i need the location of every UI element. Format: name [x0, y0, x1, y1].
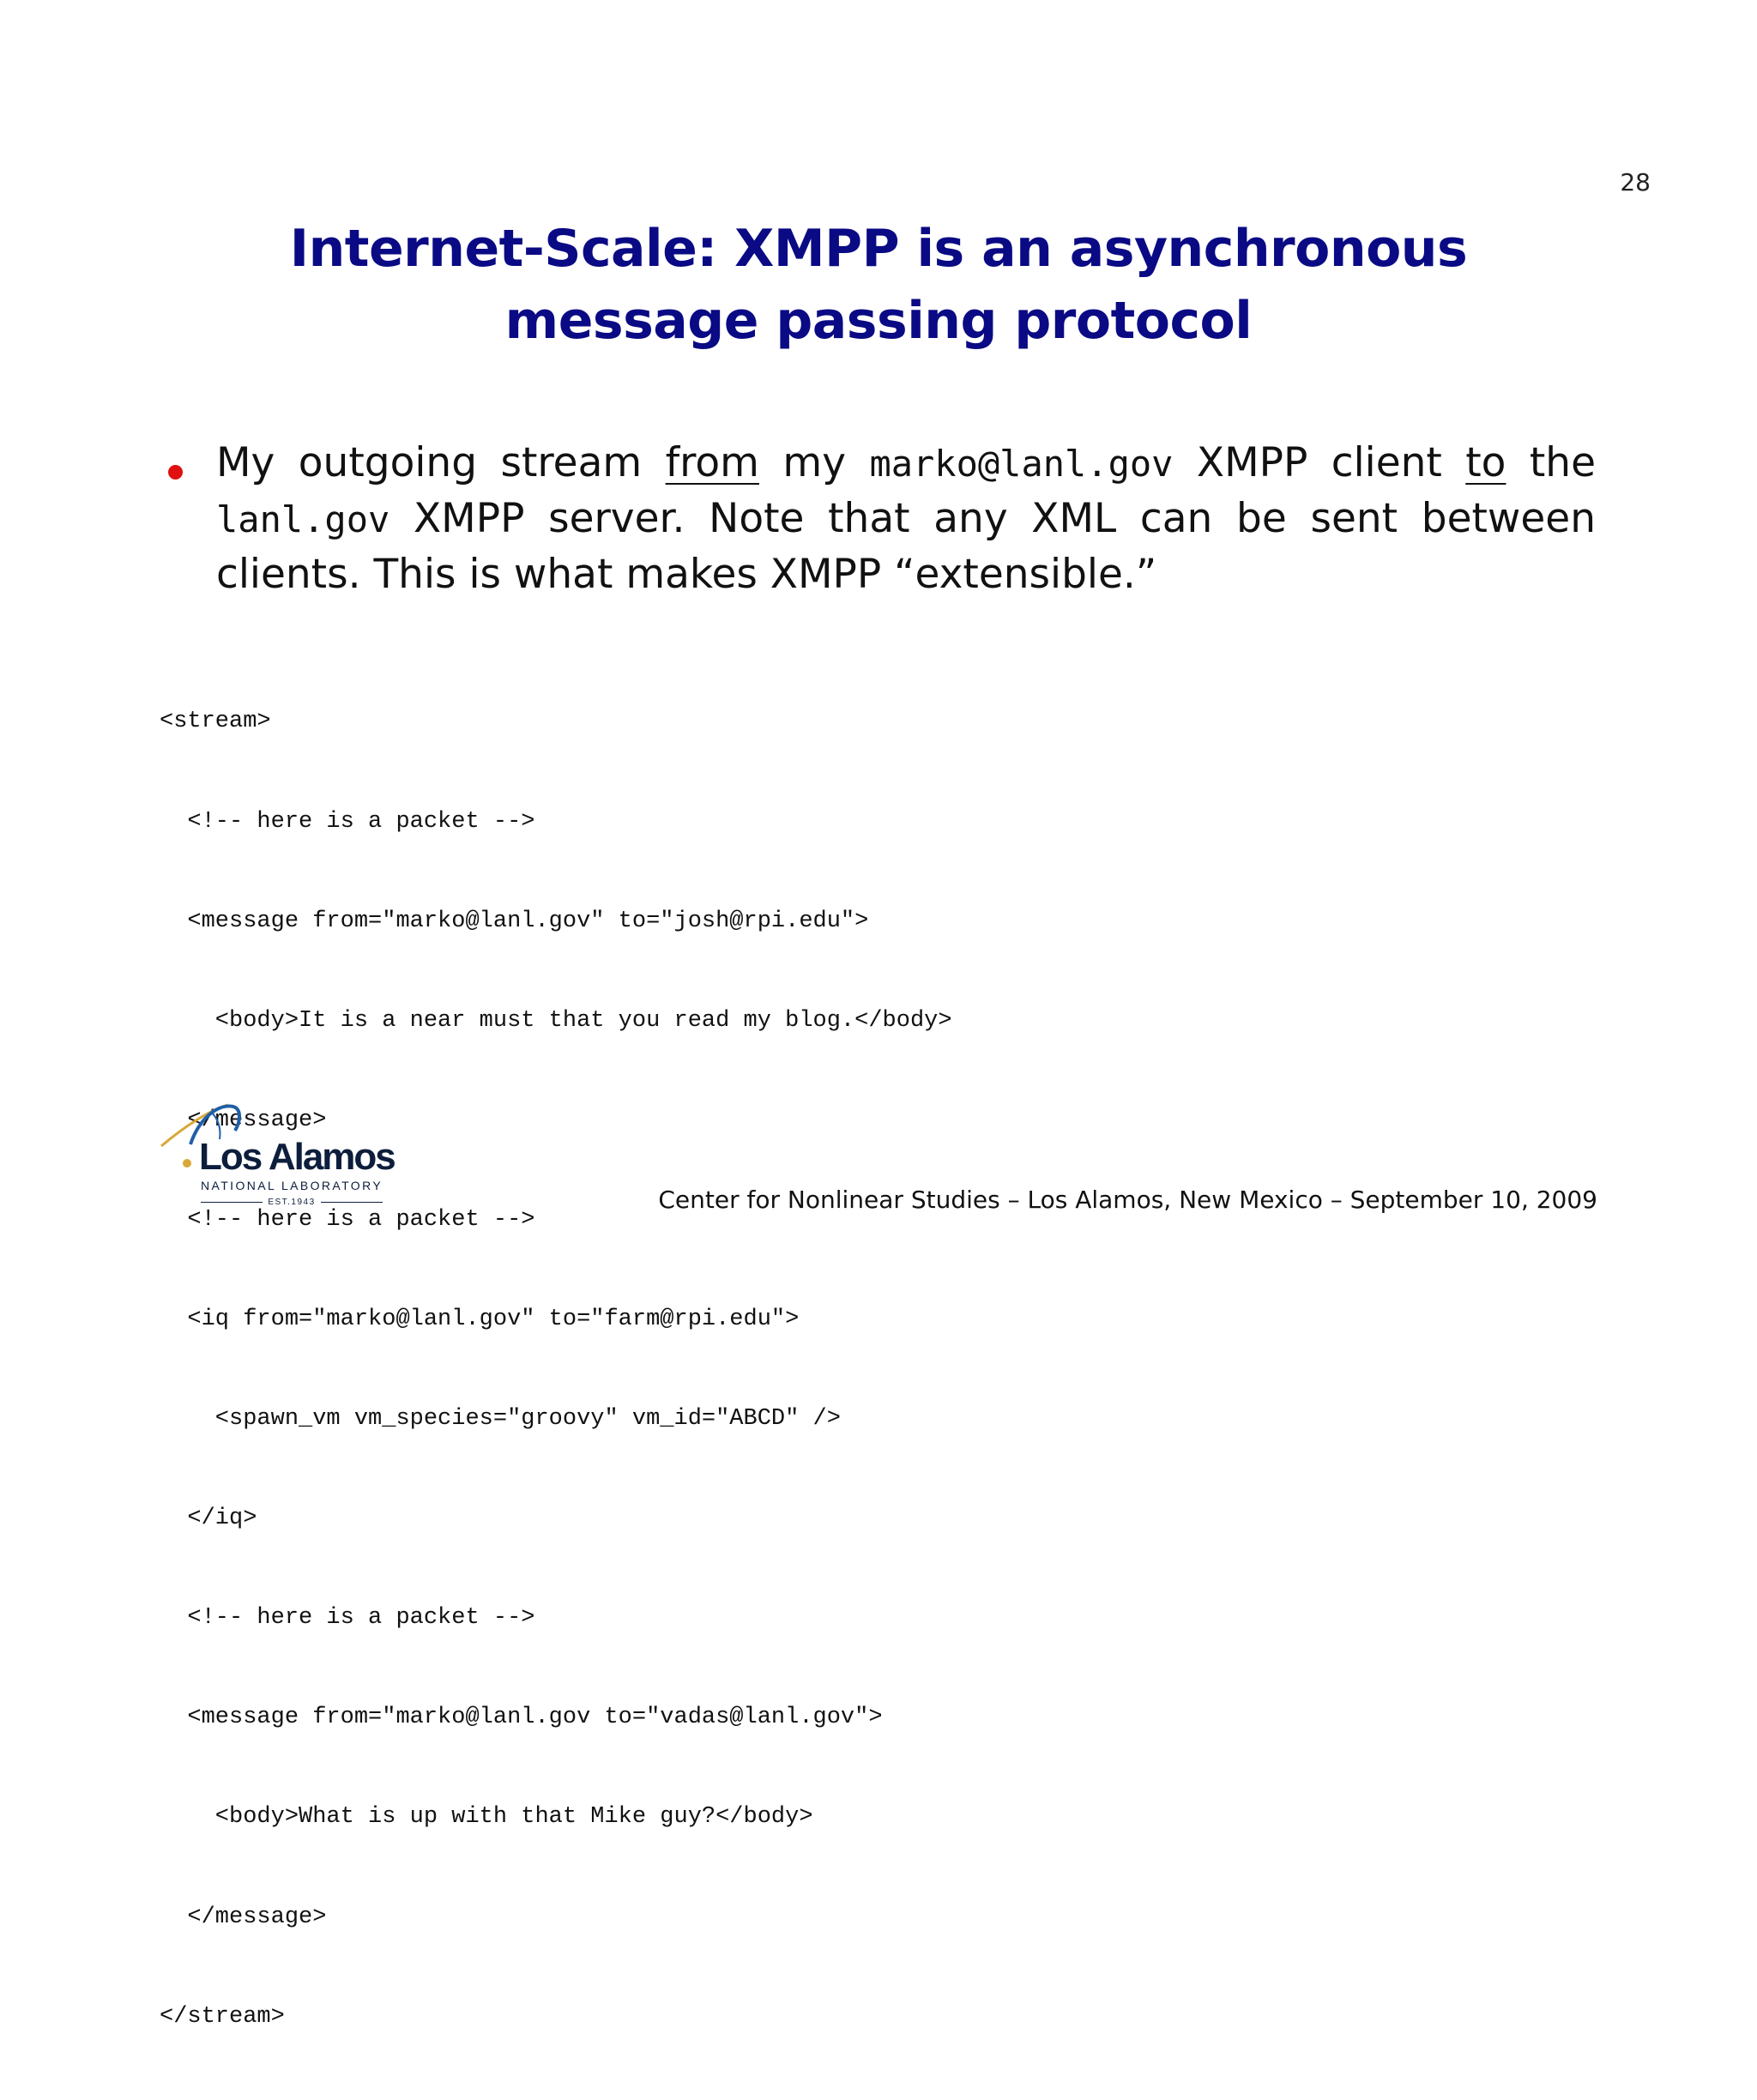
- slide-title-line-1: Internet-Scale: XMPP is an asynchronous: [289, 219, 1468, 279]
- code-line: </message>: [160, 1904, 327, 1930]
- los-alamos-logo: [158, 1101, 398, 1213]
- code-line: <message from="marko@lanl.gov to="vadas@lanl.gov">: [160, 1705, 883, 1731]
- code-line: <body>It is a near must that you read my blog.</body>: [160, 1007, 952, 1034]
- code-line: </message>: [160, 1107, 327, 1133]
- footer: Center for Nonlinear Studies – Los Alamos, New Mexico – September 10, 2009: [658, 1186, 1597, 1214]
- code-line: <body>What is up with that Mike guy?</body>: [160, 1804, 813, 1831]
- page-number: 28: [1620, 168, 1651, 196]
- bullet-text: [216, 436, 1596, 602]
- logo-est: [201, 1198, 383, 1207]
- code-line: <!-- here is a packet -->: [160, 1605, 535, 1632]
- slide-title: [0, 213, 1757, 357]
- bullet-text-part: My outgoing stream: [216, 439, 666, 486]
- bullet-dot-icon: [168, 465, 183, 480]
- client-address: marko@lanl.gov: [869, 443, 1174, 485]
- bullet-text-part: XMPP server. Note that any XML can be sent between clients. This is what makes XMPP “extensible.”: [216, 495, 1596, 598]
- underlined-from: from: [665, 439, 759, 486]
- code-line: <spawn_vm vm_species="groovy" vm_id="ABCD" />: [160, 1406, 841, 1433]
- code-line: <!-- here is a packet -->: [160, 808, 535, 835]
- logo-rule-right: [321, 1202, 383, 1203]
- code-line: </iq>: [160, 1506, 257, 1532]
- code-line: <stream>: [160, 709, 271, 735]
- bullet-text-part: the: [1506, 439, 1596, 486]
- logo-est-text: EST.1943: [268, 1198, 316, 1207]
- code-line: <message from="marko@lanl.gov" to="josh@rpi.edu">: [160, 908, 869, 934]
- xml-code-block: [160, 639, 952, 2100]
- underlined-to: to: [1465, 439, 1506, 486]
- server-address: lanl.gov: [216, 498, 390, 540]
- logo-subtitle: NATIONAL LABORATORY: [201, 1179, 383, 1192]
- code-line: <iq from="marko@lanl.gov" to="farm@rpi.edu">: [160, 1306, 800, 1332]
- bullet-text-part: my: [758, 439, 870, 486]
- bullet-text-part: XMPP client: [1173, 439, 1466, 486]
- bullet-item: [168, 436, 1596, 602]
- code-line: </stream>: [160, 2003, 285, 2030]
- code-line: <!-- here is a packet -->: [160, 1206, 535, 1233]
- slide-title-line-2: message passing protocol: [504, 291, 1253, 351]
- logo-rule-left: [201, 1202, 263, 1203]
- logo-name: Los Alamos: [199, 1136, 395, 1178]
